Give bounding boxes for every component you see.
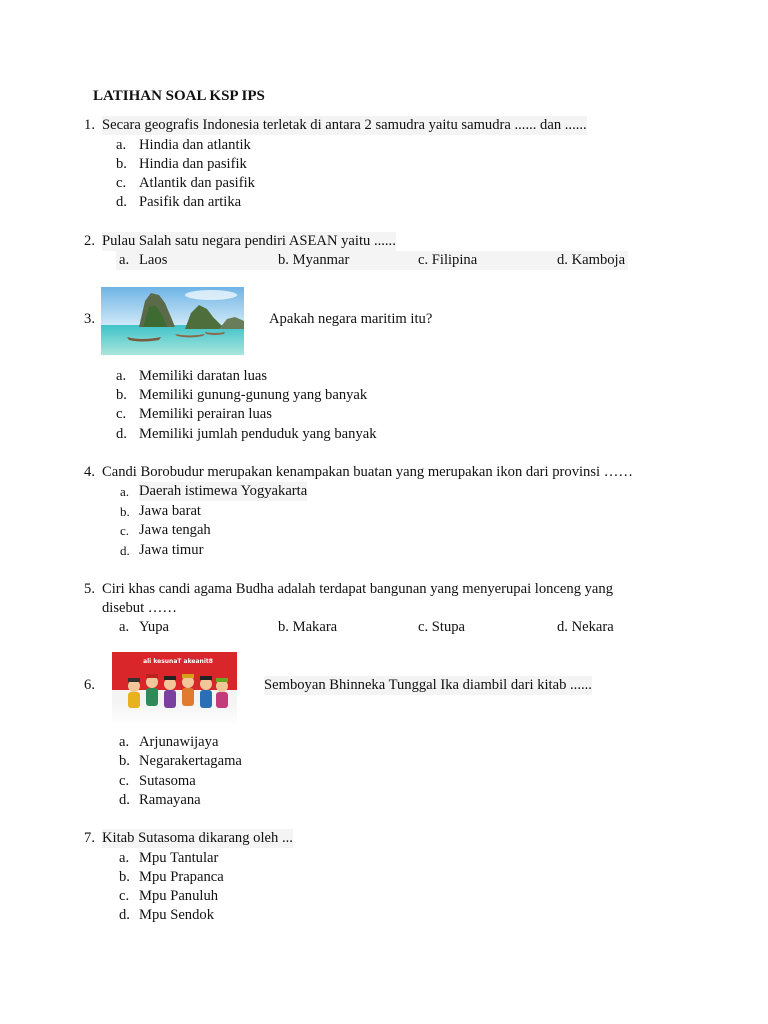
question-number: 1. xyxy=(84,117,95,133)
option-letter: b. xyxy=(119,869,130,885)
option-text: b. Makara xyxy=(278,619,338,635)
option-letter: a. xyxy=(119,619,130,635)
option-letter: d. xyxy=(119,792,130,808)
question-number: 7. xyxy=(84,830,95,846)
option-text: Arjunawijaya xyxy=(139,734,219,750)
question-text: Semboyan Bhinneka Tunggal Ika diambil dari kitab ...... xyxy=(264,677,592,693)
option-text: c. Filipina xyxy=(418,252,478,268)
tropical-sea-photo xyxy=(101,287,244,355)
option-text: Memiliki jumlah penduduk yang banyak xyxy=(139,426,377,442)
option-text: Pasifik dan artika xyxy=(139,194,242,210)
option-text: Mpu Sendok xyxy=(139,907,214,923)
option-text: Laos xyxy=(139,252,168,268)
option-text: Memiliki daratan luas xyxy=(139,368,268,384)
question-number: 6. xyxy=(84,677,95,693)
option-text: Atlantik dan pasifik xyxy=(139,175,255,191)
option-text: Hindia dan atlantik xyxy=(139,137,251,153)
option-text: Jawa barat xyxy=(139,503,201,519)
option-letter: a. xyxy=(116,368,127,384)
option-letter: b. xyxy=(119,753,130,769)
option-text: c. Stupa xyxy=(418,619,466,635)
option-letter: a. xyxy=(119,734,130,750)
option-text: Memiliki gunung-gunung yang banyak xyxy=(139,387,368,403)
bhinneka-illustration xyxy=(112,652,237,724)
question-number: 3. xyxy=(84,311,95,327)
option-letter: d. xyxy=(116,426,127,442)
option-text: Mpu Prapanca xyxy=(139,869,224,885)
option-text: d. Kamboja xyxy=(557,252,626,268)
question-number: 4. xyxy=(84,464,95,480)
options-row-background xyxy=(116,251,628,270)
option-text: d. Nekara xyxy=(557,619,614,635)
option-text: Mpu Panuluh xyxy=(139,888,219,904)
option-text: Ramayana xyxy=(139,792,201,808)
question-text: Kitab Sutasoma dikarang oleh ... xyxy=(102,830,293,846)
question-text-continued: disebut …… xyxy=(102,600,177,616)
option-letter: c. xyxy=(120,523,130,538)
question-number: 2. xyxy=(84,233,95,249)
option-text: Memiliki perairan luas xyxy=(139,406,272,422)
option-letter: c. xyxy=(116,406,127,422)
option-text: Hindia dan pasifik xyxy=(139,156,247,172)
question-text: Apakah negara maritim itu? xyxy=(269,311,433,327)
option-letter: d. xyxy=(119,907,130,923)
question-text: Secara geografis Indonesia terletak di antara 2 samudra yaitu samudra ...... dan ...... xyxy=(102,117,587,133)
option-text: Negarakertagama xyxy=(139,753,242,769)
question-number: 5. xyxy=(84,581,95,597)
page-title: LATIHAN SOAL KSP IPS xyxy=(93,88,265,104)
option-text: Yupa xyxy=(139,619,169,635)
option-letter: d. xyxy=(116,194,127,210)
option-letter: b. xyxy=(120,504,130,519)
option-letter: b. xyxy=(116,156,127,172)
option-text: Daerah istimewa Yogyakarta xyxy=(139,483,308,499)
illustration-caption: ali kesunaT akeanit8 xyxy=(143,658,213,665)
option-letter: b. xyxy=(116,387,127,403)
option-letter: a. xyxy=(119,252,130,268)
option-letter: c. xyxy=(116,175,127,191)
option-letter: a. xyxy=(119,850,130,866)
option-text: Jawa tengah xyxy=(139,522,211,538)
option-text: b. Myanmar xyxy=(278,252,350,268)
option-letter: d. xyxy=(120,543,130,558)
question-text: Candi Borobudur merupakan kenampakan buatan yang merupakan ikon dari provinsi …… xyxy=(102,464,633,480)
option-letter: c. xyxy=(119,773,130,789)
option-text: Jawa timur xyxy=(139,542,204,558)
option-text: Mpu Tantular xyxy=(139,850,219,866)
question-text: Pulau Salah satu negara pendiri ASEAN yaitu ...... xyxy=(102,233,396,249)
option-text: Sutasoma xyxy=(139,773,196,789)
option-letter: c. xyxy=(119,888,130,904)
option-letter: a. xyxy=(120,484,130,499)
option-letter: a. xyxy=(116,137,127,153)
question-text: Ciri khas candi agama Budha adalah terdapat bangunan yang menyerupai lonceng yang xyxy=(102,581,614,597)
